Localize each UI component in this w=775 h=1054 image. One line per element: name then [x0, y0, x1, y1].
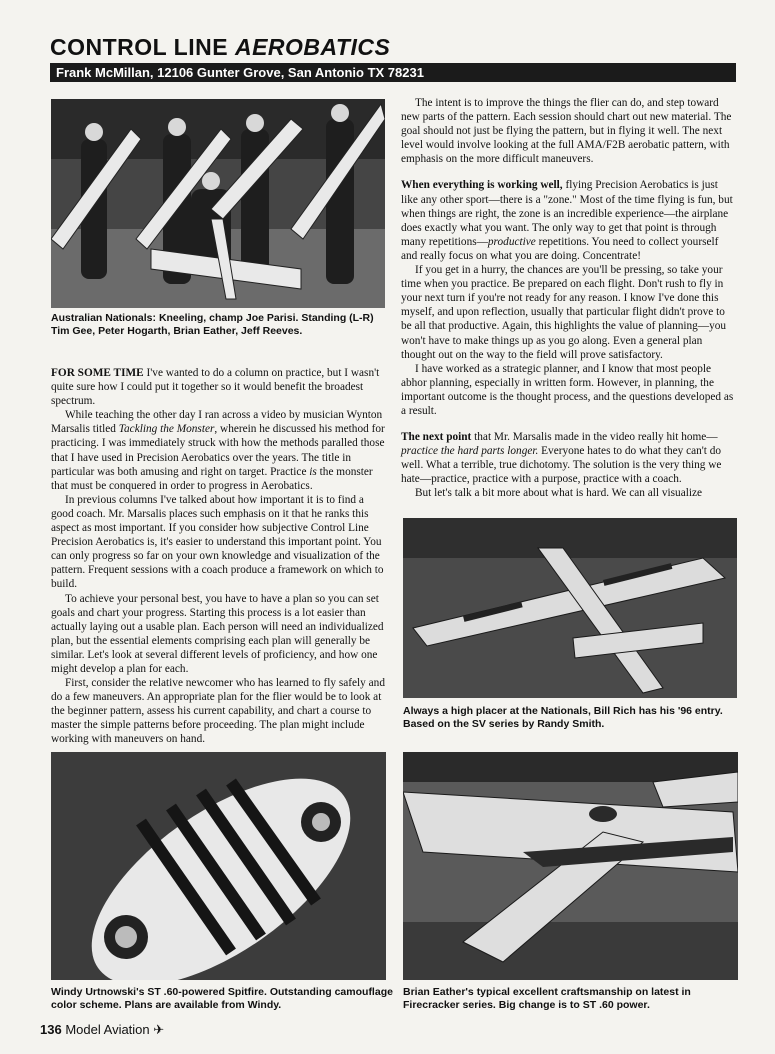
photo-australian-nationals: [51, 99, 385, 308]
magazine-name: Model Aviation: [65, 1022, 150, 1037]
left-paragraph-3: In previous columns I've talked about how important it is to find a good coach. Mr. Marsalis places such emphasis on it that he ranks this aspect as most important. If you consider how subjective Control Line Precision Aerobatics is, it's easier to understand this important point. You can only progress so far on your own knowledge and visualization of the pattern. Frequent sessions with a coach produce a framework on which to build.: [51, 493, 384, 591]
left-text-column: [51, 366, 385, 747]
column-title: [50, 34, 390, 61]
author-byline: Frank McMillan, 12106 Gunter Grove, San Antonio TX 78231: [50, 63, 736, 82]
caption-bill-rich: Always a high placer at the Nationals, Bill Rich has his '96 entry. Based on the SV series by Randy Smith.: [403, 705, 723, 730]
left-paragraph-2: While teaching the other day I ran across a video by musician Wynton Marsalis titled Tackling the Monster, wherein he discussed his method for practicing. I was immediately struck with how the methods paralled those that I have used in Precision Aerobatics over the years. The title in particular was both amusing and right on target. Practice is the monster that must be conquered in order to progress in Aerobatics.: [51, 409, 385, 492]
airplane-icon: ✈: [153, 1022, 165, 1037]
right-paragraph-3: If you get in a hurry, the chances are you'll be pressing, so take your time when you practice. Be prepared on each flight. Don't rush to fly in your next turn if you're not ready for any reason. I know I've done this myself, and upon reflection, usually that particular flight didn't prove to be all that productive. Again, this highlights the value of planning—you won't have to make things up as you go along. Even a general plan thought out on the way to the field will prove satisfactory.: [401, 264, 727, 361]
right-paragraph-1: The intent is to improve the things the flier can do, and step toward new parts of the pattern. Each session should chart out new material. The goal should not just be flying the pattern, but in flying it well. The next level would involve looking at the full AMA/F2B aerobatic pattern, with emphasis on the more difficult maneuvers.: [401, 97, 732, 166]
caption-australian-nationals: Australian Nationals: Kneeling, champ Joe Parisi. Standing (L-R) Tim Gee, Peter Hogarth, Brian Eather, Jeff Reeves.: [51, 312, 374, 337]
firecracker-image: [403, 752, 738, 980]
left-paragraph-1: FOR SOME TIME I've wanted to do a column on practice, but I wasn't quite sure how I could put it together so it would benefit the broadest spectrum.: [51, 367, 380, 408]
photo-firecracker: [403, 752, 738, 980]
photo-bill-rich: [403, 518, 737, 698]
title-plain: CONTROL LINE: [50, 34, 229, 60]
bill-rich-plane-image: [403, 518, 737, 698]
right-paragraph-5: The next point that Mr. Marsalis made in the video really hit home—practice the hard parts longer. Everyone hates to do what they can't do well. What a terrible, true dichotomy. The solution is the very thing we hate—practice, practice with a purpose, practice with a coach.: [401, 431, 722, 486]
left-paragraph-4: To achieve your personal best, you have to have a plan so you can set goals and chart your progress. Starting this process is a lot easier than actually laying out a usable plan. Each person will need an individualized plan, but the essential elements comprising each plan will generally be similar. Let's look at several different levels of proficiency, and how one might develop a plan for each.: [51, 592, 384, 675]
photo-spitfire: [51, 752, 386, 980]
page-footer: [40, 1022, 164, 1038]
right-text-column: [401, 96, 737, 501]
spitfire-image: [51, 752, 386, 980]
left-paragraph-5: First, consider the relative newcomer who has learned to fly safely and do a few maneuvers. An appropriate plan for the flier would be to look at the beginner pattern, assess his current capability, and chart a course to master the simple patterns before proceeding. The plan might include working with maneuvers on hand.: [51, 677, 385, 746]
title-italic: AEROBATICS: [234, 34, 391, 60]
page-number: 136: [40, 1022, 62, 1037]
caption-firecracker: Brian Eather's typical excellent craftsmanship on latest in Firecracker series. Big change is to ST .60 power.: [403, 986, 691, 1011]
right-paragraph-6: But let's talk a bit more about what is hard. We can all visualize: [415, 487, 703, 500]
right-paragraph-2: When everything is working well, flying Precision Aerobatics is just like any other sport—there is a "zone." Most of the time flying is fun, but when things are right, the zone is an incredible experience—the airplane does exactly what you want. The only way to get that point is through many repetitions—productive repetitions. You need to collect yourself and really focus on what you are doing. Concentrate!: [401, 179, 733, 262]
caption-spitfire: Windy Urtnowski's ST .60-powered Spitfire. Outstanding camouflage color scheme. Plans are available from Windy.: [51, 986, 393, 1011]
group-photo-image: [51, 99, 385, 308]
right-paragraph-4: I have worked as a strategic planner, and I know that most people abhor planning, especially in written form. However, in planning, the important outcome is the thought process, and the questions developed as a result.: [401, 362, 734, 417]
